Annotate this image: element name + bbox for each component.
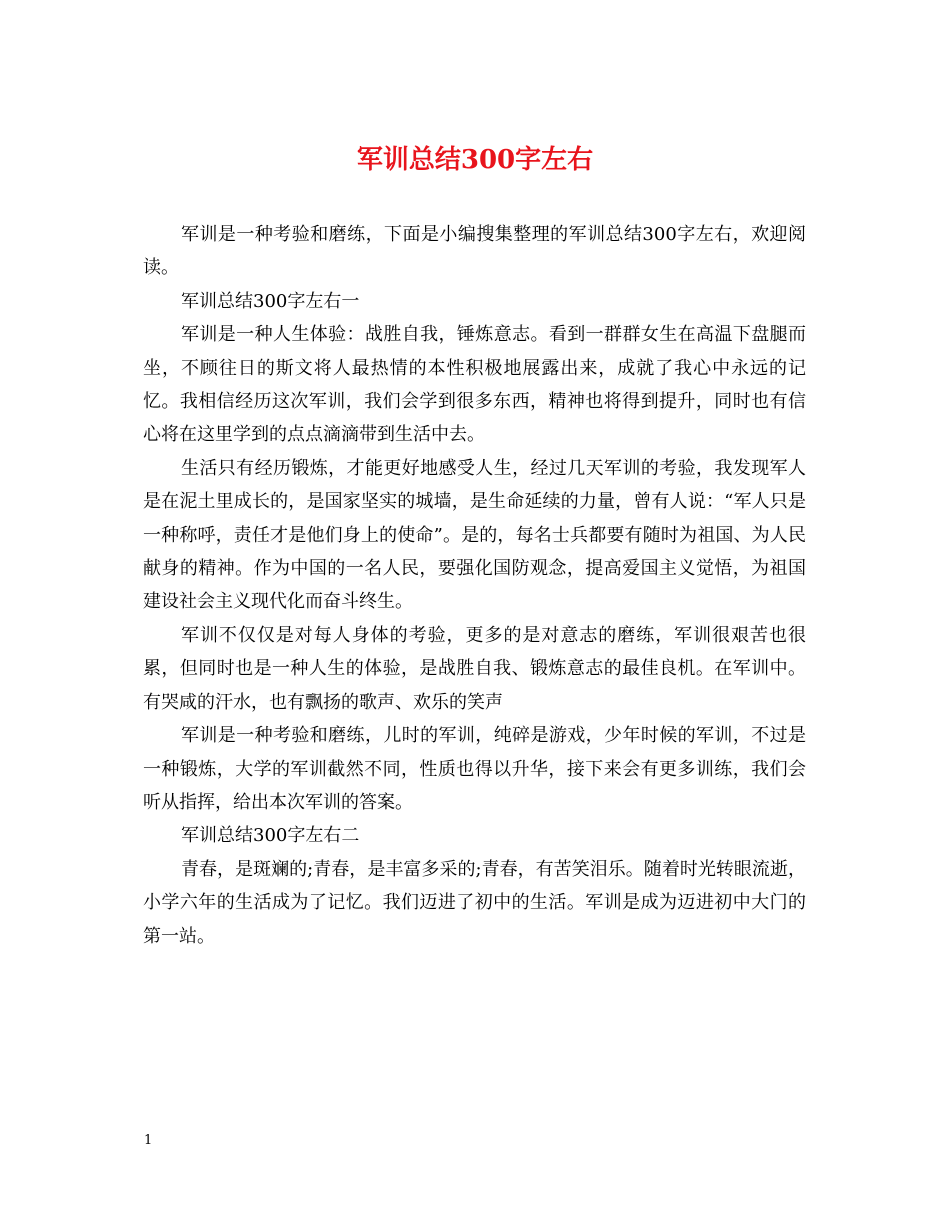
body-paragraph: 军训是一种人生体验：战胜自我，锤炼意志。看到一群群女生在高温下盘腿而坐，不顾往日的斯文将人最热情的本性积极地展露出来，成就了我心中永远的记忆。我相信经历这次军训，我们会学到很多东西，精神也将得到提升，同时也有信心将在这里学到的点点滴滴带到生活中去。: [143, 324, 806, 446]
document-body: [143, 218, 806, 953]
document-title: 军训总结300字左右: [356, 145, 594, 175]
page-number: 1: [144, 1133, 153, 1148]
body-paragraph: 军训是一种考验和磨练，儿时的军训，纯碎是游戏，少年时候的军训，不过是一种锻炼，大学的军训截然不同，性质也得以升华，接下来会有更多训练，我们会听从指挥，给出本次军训的答案。: [143, 725, 806, 813]
body-paragraph: 生活只有经历锻炼，才能更好地感受人生，经过几天军训的考验，我发现军人是在泥土里成长的，是国家坚实的城墙，是生命延续的力量，曾有人说：“军人只是一种称呼，责任才是他们身上的使命”。是的，每名士兵都要有随时为祖国、为人民献身的精神。作为中国的一名人民，要强化国防观念，提高爱国主义觉悟，为祖国建设社会主义现代化而奋斗终生。: [143, 457, 806, 613]
body-paragraph: 军训不仅仅是对每人身体的考验，更多的是对意志的磨练，军训很艰苦也很累，但同时也是一种人生的体验，是战胜自我、锻炼意志的最佳良机。在军训中。有哭咸的汗水，也有飘扬的歌声、欢乐的笑声: [143, 624, 806, 713]
body-paragraph: 青春，是斑斓的;青春，是丰富多采的;青春，有苦笑泪乐。随着时光转眼流逝，小学六年的生活成为了记忆。我们迈进了初中的生活。军训是成为迈进初中大门的第一站。: [143, 858, 806, 947]
section-heading-one: 军训总结300字左右一: [181, 290, 360, 312]
section-heading-two: 军训总结300字左右二: [181, 825, 360, 847]
intro-paragraph: 军训是一种考验和磨练，下面是小编搜集整理的军训总结300字左右，欢迎阅读。: [143, 224, 806, 279]
